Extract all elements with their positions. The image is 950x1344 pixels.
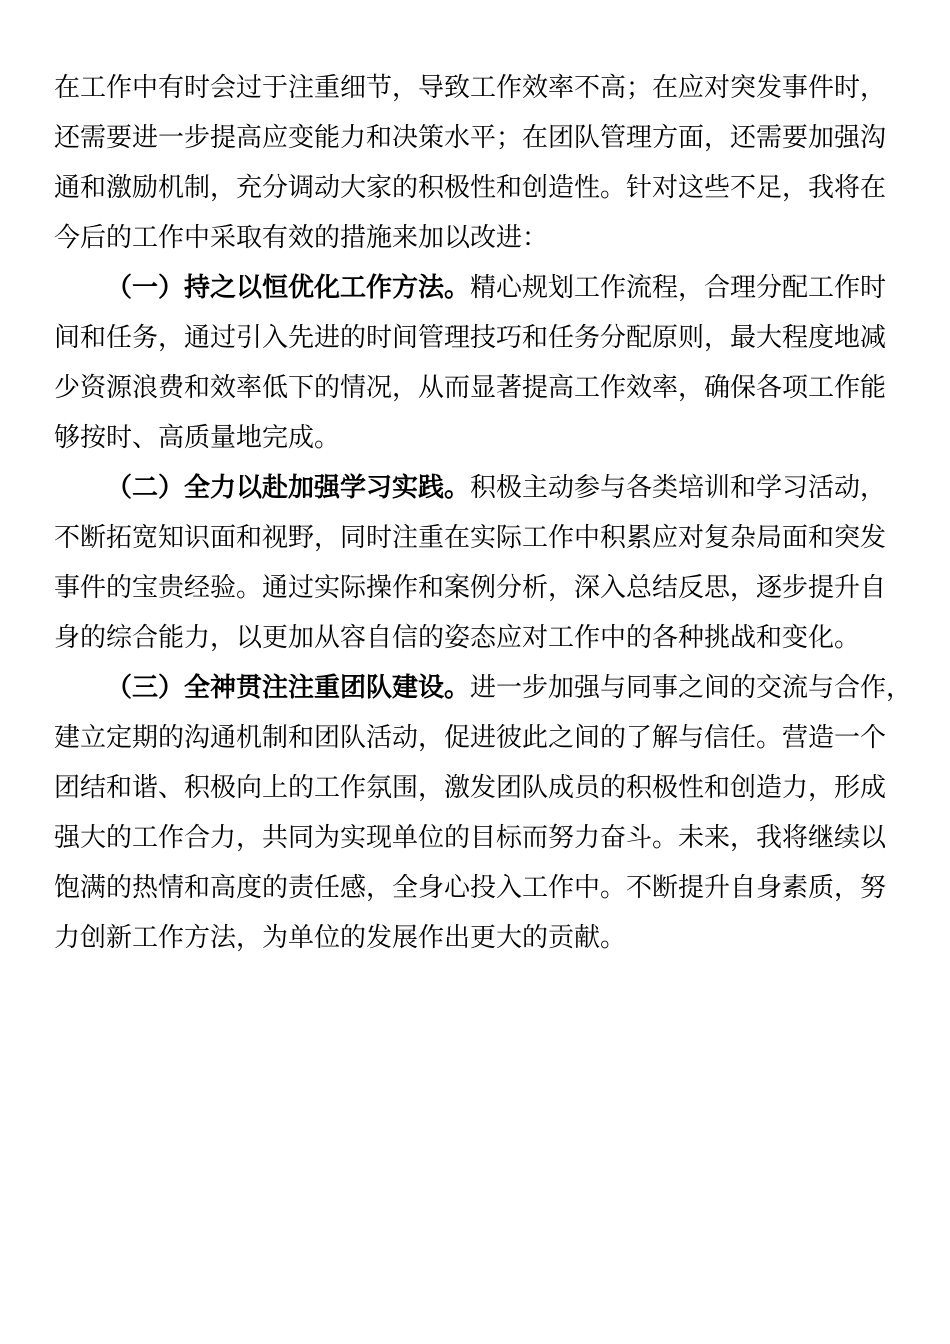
paragraph	[54, 662, 913, 962]
line-text: 通和激励机制，充分调动大家的积极性和创造性。针对这些不足，我将在	[54, 172, 887, 202]
paragraph	[54, 62, 888, 262]
paragraph-heading: （一）持之以恒优化工作方法。	[106, 272, 471, 302]
line-text: 少资源浪费和效率低下的情况，从而显著提高工作效率，确保各项工作能	[54, 372, 887, 402]
line-text: 强大的工作合力，共同为实现单位的目标而努力奋斗。未来，我将继续以	[54, 822, 887, 852]
line-text: 够按时、高质量地完成。	[54, 422, 341, 452]
line-text: 饱满的热情和高度的责任感，全身心投入工作中。不断提升自身素质，努	[54, 872, 887, 902]
line-text: 在工作中有时会过于注重细节，导致工作效率不高；在应对突发事件时，	[54, 72, 887, 102]
line-text: 进一步加强与同事之间的交流与合作，	[470, 672, 913, 702]
line-text: 间和任务，通过引入先进的时间管理技巧和任务分配原则，最大程度地减	[54, 322, 887, 352]
document-content	[54, 62, 913, 962]
paragraph-heading: （三）全神贯注注重团队建设。	[106, 672, 471, 702]
line-text: 今后的工作中采取有效的措施来加以改进：	[54, 222, 549, 252]
line-text: 事件的宝贵经验。通过实际操作和案例分析，深入总结反思，逐步提升自	[54, 572, 887, 602]
line-text: 建立定期的沟通机制和团队活动，促进彼此之间的了解与信任。营造一个	[54, 722, 887, 752]
paragraph-first-line	[54, 662, 913, 712]
paragraph	[54, 262, 888, 462]
line-text: 团结和谐、积极向上的工作氛围，激发团队成员的积极性和创造力，形成	[54, 772, 887, 802]
line-text: 积极主动参与各类培训和学习活动，	[470, 472, 887, 502]
line-text: 精心规划工作流程，合理分配工作时	[470, 272, 887, 302]
paragraph	[54, 462, 888, 662]
line-text: 不断拓宽知识面和视野，同时注重在实际工作中积累应对复杂局面和突发	[54, 522, 887, 552]
paragraph-first-line	[54, 462, 888, 512]
line-text: 还需要进一步提高应变能力和决策水平；在团队管理方面，还需要加强沟	[54, 122, 887, 152]
line-text: 力创新工作方法，为单位的发展作出更大的贡献。	[54, 922, 627, 952]
paragraph-first-line	[54, 262, 888, 312]
paragraph-heading: （二）全力以赴加强学习实践。	[106, 472, 471, 502]
paragraph-first-line	[54, 62, 888, 112]
line-text: 身的综合能力，以更加从容自信的姿态应对工作中的各种挑战和变化。	[54, 622, 861, 652]
